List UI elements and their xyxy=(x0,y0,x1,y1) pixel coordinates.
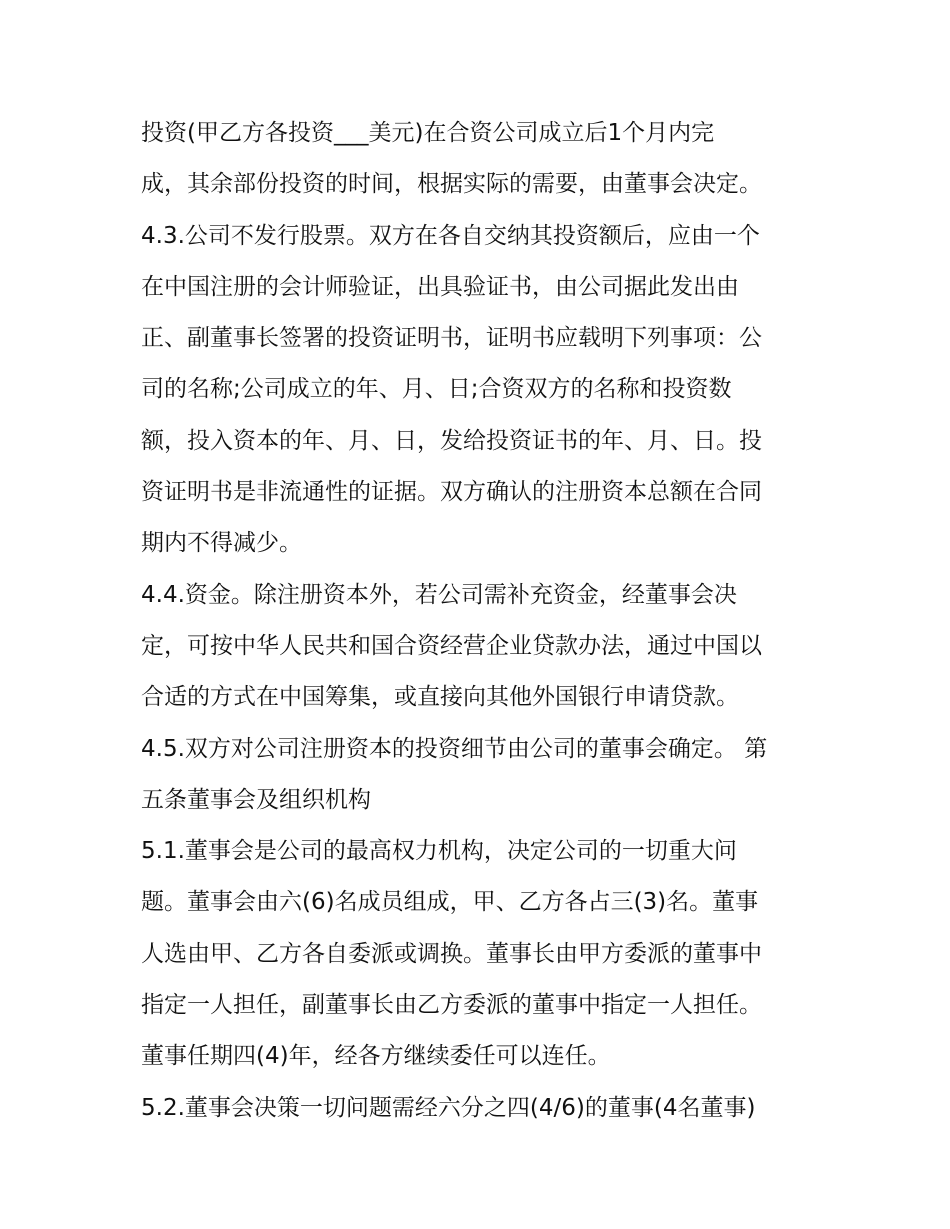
text-line: 4.3.公司不发行股票。双方在各自交纳其投资额后，应由一个 xyxy=(141,222,760,249)
text-line: 额，投入资本的年、月、日，发给投资证书的年、月、日。投 xyxy=(141,427,762,454)
text-line: 正、副董事长签署的投资证明书，证明书应载明下列事项：公 xyxy=(141,325,762,352)
text-line: 在中国注册的会计师验证，出具验证书，由公司据此发出由 xyxy=(141,273,739,300)
text-line: 期内不得减少。 xyxy=(141,530,302,557)
text-line: 4.5.双方对公司注册资本的投资细节由公司的董事会确定。 第 xyxy=(141,735,768,762)
text-line: 董事任期四(4)年，经各方继续委任可以连任。 xyxy=(141,1043,611,1070)
text-line: 5.2.董事会决策一切问题需经六分之四(4/6)的董事(4名董事) xyxy=(141,1094,756,1121)
text-line: 5.1.董事会是公司的最高权力机构，决定公司的一切重大问 xyxy=(141,838,737,865)
text-line: 题。董事会由六(6)名成员组成，甲、乙方各占三(3)名。董事 xyxy=(141,889,759,916)
text-line: 合适的方式在中国筹集，或直接向其他外国银行申请贷款。 xyxy=(141,684,739,711)
text-line: 投资(甲乙方各投资___美元)在合资公司成立后1个月内完 xyxy=(141,120,715,146)
text-line: 定，可按中华人民共和国合资经营企业贷款办法，通过中国以 xyxy=(141,632,762,659)
text-line: 成，其余部份投资的时间，根据实际的需要，由董事会决定。 xyxy=(141,171,762,198)
text-line: 司的名称;公司成立的年、月、日;合资双方的名称和投资数 xyxy=(141,376,732,403)
text-line: 资证明书是非流通性的证据。双方确认的注册资本总额在合同 xyxy=(141,479,762,506)
section-heading-line: 五条董事会及组织机构 xyxy=(141,786,371,813)
text-line: 人选由甲、乙方各自委派或调换。董事长由甲方委派的董事中 xyxy=(141,940,762,967)
document-body xyxy=(141,108,821,1134)
text-line: 4.4.资金。除注册资本外，若公司需补充资金，经董事会决 xyxy=(141,581,737,608)
text-line: 指定一人担任，副董事长由乙方委派的董事中指定一人担任。 xyxy=(141,992,762,1019)
